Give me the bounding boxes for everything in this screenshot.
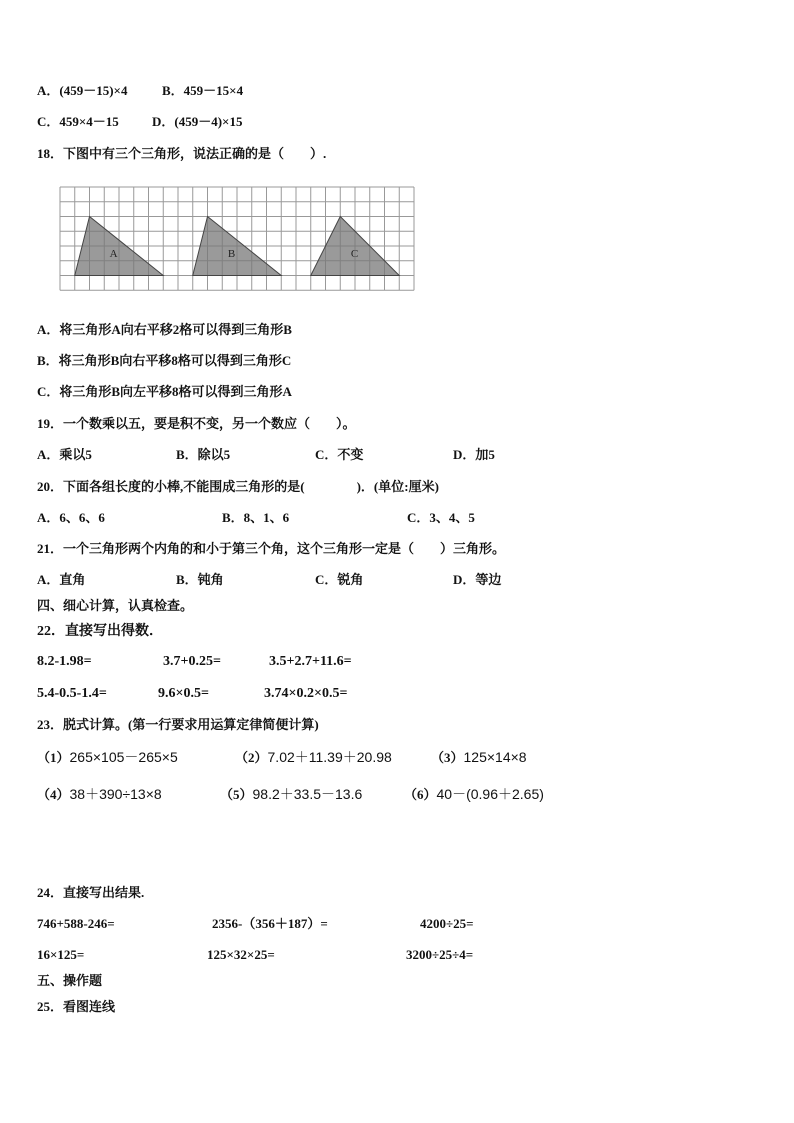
q19-option: A．乘以5 <box>37 447 92 462</box>
q19-stem: 19．一个数乘以五，要是积不变，另一个数应（ ）。 <box>37 416 356 431</box>
item-number: （5） <box>220 787 253 802</box>
q18-option: C．将三角形B向左平移8格可以得到三角形A <box>37 384 292 399</box>
section-5-heading: 五、操作题 <box>37 973 103 988</box>
q20-stem: 20．下面各组长度的小棒,不能围成三角形的是( )．(单位:厘米) <box>37 479 439 494</box>
q23-item <box>220 786 362 803</box>
q17-option-c: C．459×4－15 <box>37 114 119 129</box>
q24-stem: 24．直接写出结果. <box>37 885 145 900</box>
q22-item: 3.74×0.2×0.5= <box>264 686 348 701</box>
q21-option: D．等边 <box>453 572 502 587</box>
q20-option: C．3、4、5 <box>407 510 475 525</box>
expression: 265×105－265×5 <box>69 749 178 765</box>
q25-stem: 25．看图连线 <box>37 999 116 1014</box>
expression: 7.02＋11.39＋20.98 <box>267 749 392 765</box>
q22-item: 5.4-0.5-1.4= <box>37 686 107 701</box>
expression: 38＋390÷13×8 <box>69 786 162 802</box>
q18-option: B．将三角形B向右平移8格可以得到三角形C <box>37 353 292 368</box>
q24-item: 16×125= <box>37 947 85 962</box>
item-number: （4） <box>37 787 70 802</box>
q22-item: 3.5+2.7+11.6= <box>269 654 352 669</box>
q22-item: 3.7+0.25= <box>163 654 221 669</box>
item-number: （2） <box>235 750 268 765</box>
q18-stem: 18．下图中有三个三角形，说法正确的是（ ）. <box>37 146 327 161</box>
q19-option: B．除以5 <box>176 447 231 462</box>
q23-item <box>235 749 392 766</box>
q19-option: D．加5 <box>453 447 495 462</box>
expression: 40－(0.96＋2.65) <box>436 786 544 802</box>
q17-option-d: D．(459－4)×15 <box>152 114 243 129</box>
triangle-label: A <box>109 248 118 261</box>
triangle-label: B <box>227 248 236 261</box>
item-number: （1） <box>37 750 70 765</box>
q24-item: 2356-（356＋187）= <box>212 916 328 931</box>
triangle-label: C <box>350 248 359 261</box>
q19-option: C．不变 <box>315 447 364 462</box>
q23-item <box>37 749 178 766</box>
q24-item: 125×32×25= <box>207 947 275 962</box>
q24-item: 3200÷25÷4= <box>406 947 474 962</box>
q17-option-a: A．(459－15)×4 <box>37 83 128 98</box>
q22-item: 8.2-1.98= <box>37 654 92 669</box>
q23-item <box>431 749 527 766</box>
q23-item <box>37 786 162 803</box>
triangle-grid-figure <box>59 186 415 292</box>
q23-item <box>404 786 544 803</box>
section-4-heading: 四、细心计算，认真检查。 <box>37 598 194 613</box>
expression: 125×14×8 <box>463 749 527 765</box>
expression: 98.2＋33.5－13.6 <box>252 786 363 802</box>
q21-option: B．钝角 <box>176 572 224 587</box>
q20-option: B．8、1、6 <box>222 510 290 525</box>
q22-item: 9.6×0.5= <box>158 686 209 701</box>
q17-option-b: B．459－15×4 <box>162 83 244 98</box>
q20-option: A．6、6、6 <box>37 510 105 525</box>
q21-stem: 21．一个三角形两个内角的和小于第三个角，这个三角形一定是（ ）三角形。 <box>37 541 506 556</box>
q21-option: A．直角 <box>37 572 86 587</box>
q21-option: C．锐角 <box>315 572 364 587</box>
q24-item: 4200÷25= <box>420 916 474 931</box>
item-number: （6） <box>404 787 437 802</box>
q22-stem: 22．直接写出得数． <box>37 624 163 639</box>
q24-item: 746+588-246= <box>37 916 115 931</box>
item-number: （3） <box>431 750 464 765</box>
q18-option: A．将三角形A向右平移2格可以得到三角形B <box>37 322 292 337</box>
q23-stem: 23．脱式计算。(第一行要求用运算定律简便计算) <box>37 717 319 732</box>
